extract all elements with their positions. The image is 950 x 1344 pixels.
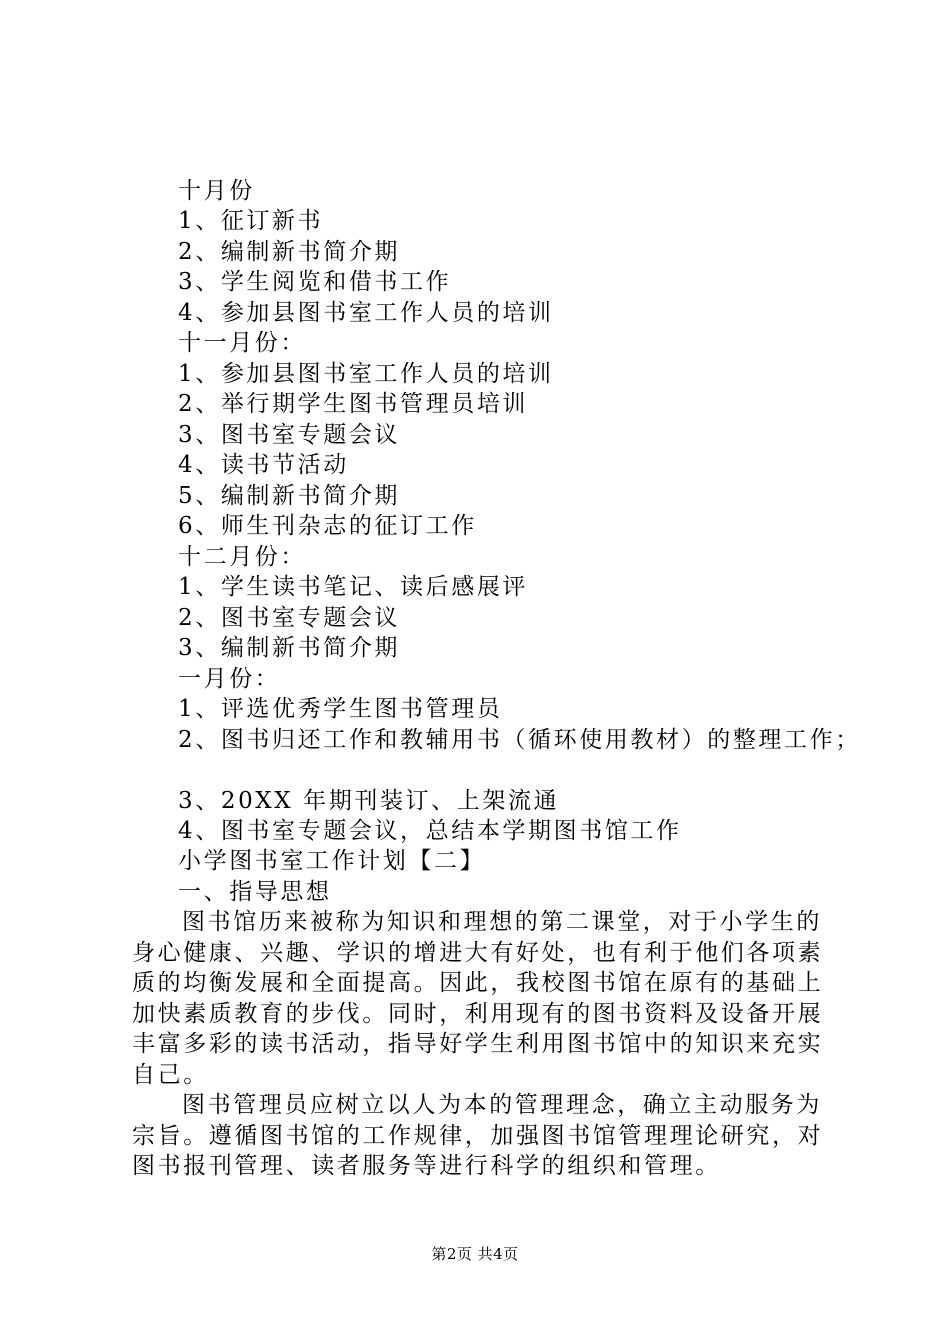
list-item: 2、编制新书简介期 [178, 239, 401, 265]
list-item: 3、学生阅览和借书工作 [178, 269, 452, 295]
month-heading-november: 十一月份： [178, 330, 306, 356]
list-item: 1、征订新书 [178, 208, 324, 234]
paragraph-line: 图书报刊管理、读者服务等进行科学的组织和管理。 [132, 1153, 721, 1179]
list-item: 4、读书节活动 [178, 452, 349, 478]
paragraph-line: 身心健康、兴趣、学识的增进大有好处，也有利于他们各项素 [132, 940, 824, 966]
month-heading-october: 十月份 [178, 178, 255, 204]
list-item: 5、编制新书简介期 [178, 483, 401, 509]
section-heading: 一、指导思想 [178, 879, 332, 905]
list-item: 2、图书归还工作和教辅用书（循环使用教材）的整理工作； [178, 727, 861, 753]
list-item: 3、图书室专题会议 [178, 422, 401, 448]
section-title: 小学图书室工作计划【二】 [178, 848, 486, 874]
list-item: 1、评选优秀学生图书管理员 [178, 696, 503, 722]
list-item: 3、20XX 年期刊装订、上架流通 [178, 788, 560, 814]
list-item: 2、图书室专题会议 [178, 605, 401, 631]
list-item: 4、参加县图书室工作人员的培训 [178, 300, 554, 326]
page-footer: 第2页 共4页 [431, 1245, 519, 1263]
paragraph-line: 宗旨。遵循图书馆的工作规律，加强图书馆管理理论研究，对 [132, 1123, 824, 1149]
list-item: 2、举行期学生图书管理员培训 [178, 391, 529, 417]
list-item: 1、学生读书笔记、读后感展评 [178, 574, 529, 600]
list-item: 4、图书室专题会议，总结本学期图书馆工作 [178, 818, 682, 844]
paragraph-line: 图书管理员应树立以人为本的管理理念，确立主动服务为 [182, 1092, 822, 1118]
list-item: 6、师生刊杂志的征订工作 [178, 513, 477, 539]
list-item: 1、参加县图书室工作人员的培训 [178, 361, 554, 387]
paragraph-line: 自己。 [132, 1062, 209, 1088]
paragraph-line: 丰富多彩的读书活动，指导好学生利用图书馆中的知识来充实 [132, 1031, 824, 1057]
month-heading-january: 一月份： [178, 666, 281, 692]
month-heading-december: 十二月份： [178, 544, 306, 570]
list-item: 3、编制新书简介期 [178, 635, 401, 661]
paragraph-line: 加快素质教育的步伐。同时，利用现有的图书资料及设备开展 [132, 1001, 824, 1027]
paragraph-line: 图书馆历来被称为知识和理想的第二课堂，对于小学生的 [182, 909, 822, 935]
paragraph-line: 质的均衡发展和全面提高。因此，我校图书馆在原有的基础上 [132, 970, 824, 996]
